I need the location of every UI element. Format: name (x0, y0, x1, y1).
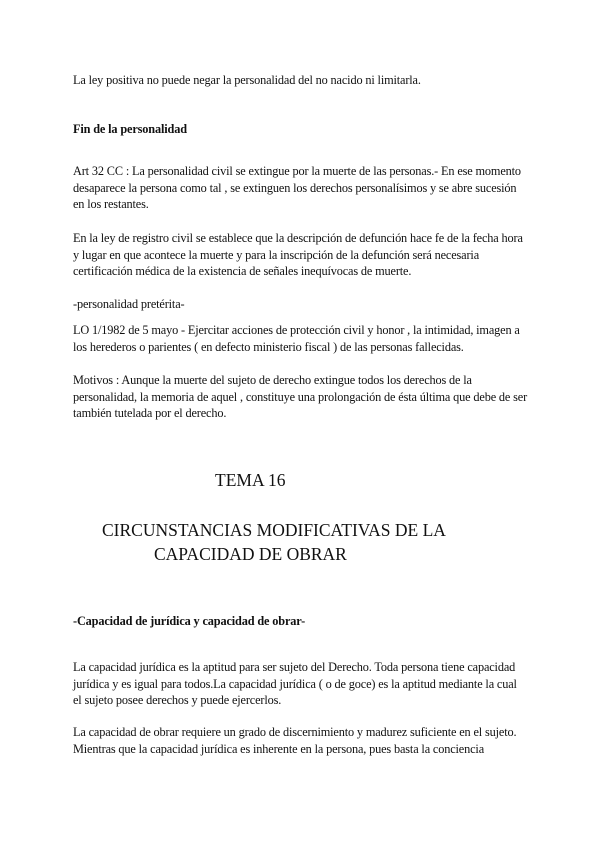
paragraph-capacidad-juridica: La capacidad jurídica es la aptitud para ser sujeto del Derecho. Toda persona tiene capacidad jurídica y es igual para todos.La capacidad jurídica ( o de goce) es la aptitud mediante la cual el sujeto posee derechos y puede ejercerlos. (73, 660, 517, 708)
paragraph-registro-civil: En la ley de registro civil se establece que la descripción de defunción hace fe de la fecha hora y lugar en que acontece la muerte y para la inscripción de la defunción será necesaria certificación médica de la existencia de señales inequívocas de muerte. (73, 231, 523, 279)
paragraph-art-32: Art 32 CC : La personalidad civil se extingue por la muerte de las personas.- En ese momento desaparece la persona como tal , se extinguen los derechos personalísimos y se abre sucesión en los restantes. (73, 164, 521, 212)
chapter-title-line-2: CAPACIDAD DE OBRAR (154, 544, 347, 564)
paragraph-capacidad-obrar: La capacidad de obrar requiere un grado de discernimiento y madurez suficiente en el sujeto. Mientras que la capacidad jurídica es inherente en la persona, pues basta la conciencia (73, 725, 517, 756)
paragraph-lo-1982: LO 1/1982 de 5 mayo - Ejercitar acciones de protección civil y honor , la intimidad, imagen a los herederos o parientes ( en defecto ministerio fiscal ) de las personas fallecidas. (73, 323, 520, 354)
paragraph-motivos: Motivos : Aunque la muerte del sujeto de derecho extingue todos los derechos de la personalidad, la memoria de aquel , constituye una prolongación de ésta última que debe de ser también tutelada por el derecho. (73, 373, 528, 421)
chapter-title (102, 518, 532, 566)
chapter-title-line-1: CIRCUNSTANCIAS MODIFICATIVAS DE LA (102, 520, 446, 540)
paragraph-personalidad-preterita: -personalidad pretérita- (73, 297, 185, 311)
heading-fin-personalidad: Fin de la personalidad (73, 122, 187, 136)
tema-heading: TEMA 16 (215, 470, 286, 490)
heading-capacidad: -Capacidad de jurídica y capacidad de obrar- (73, 614, 306, 628)
paragraph-ley-positiva: La ley positiva no puede negar la personalidad del no nacido ni limitarla. (73, 73, 421, 87)
